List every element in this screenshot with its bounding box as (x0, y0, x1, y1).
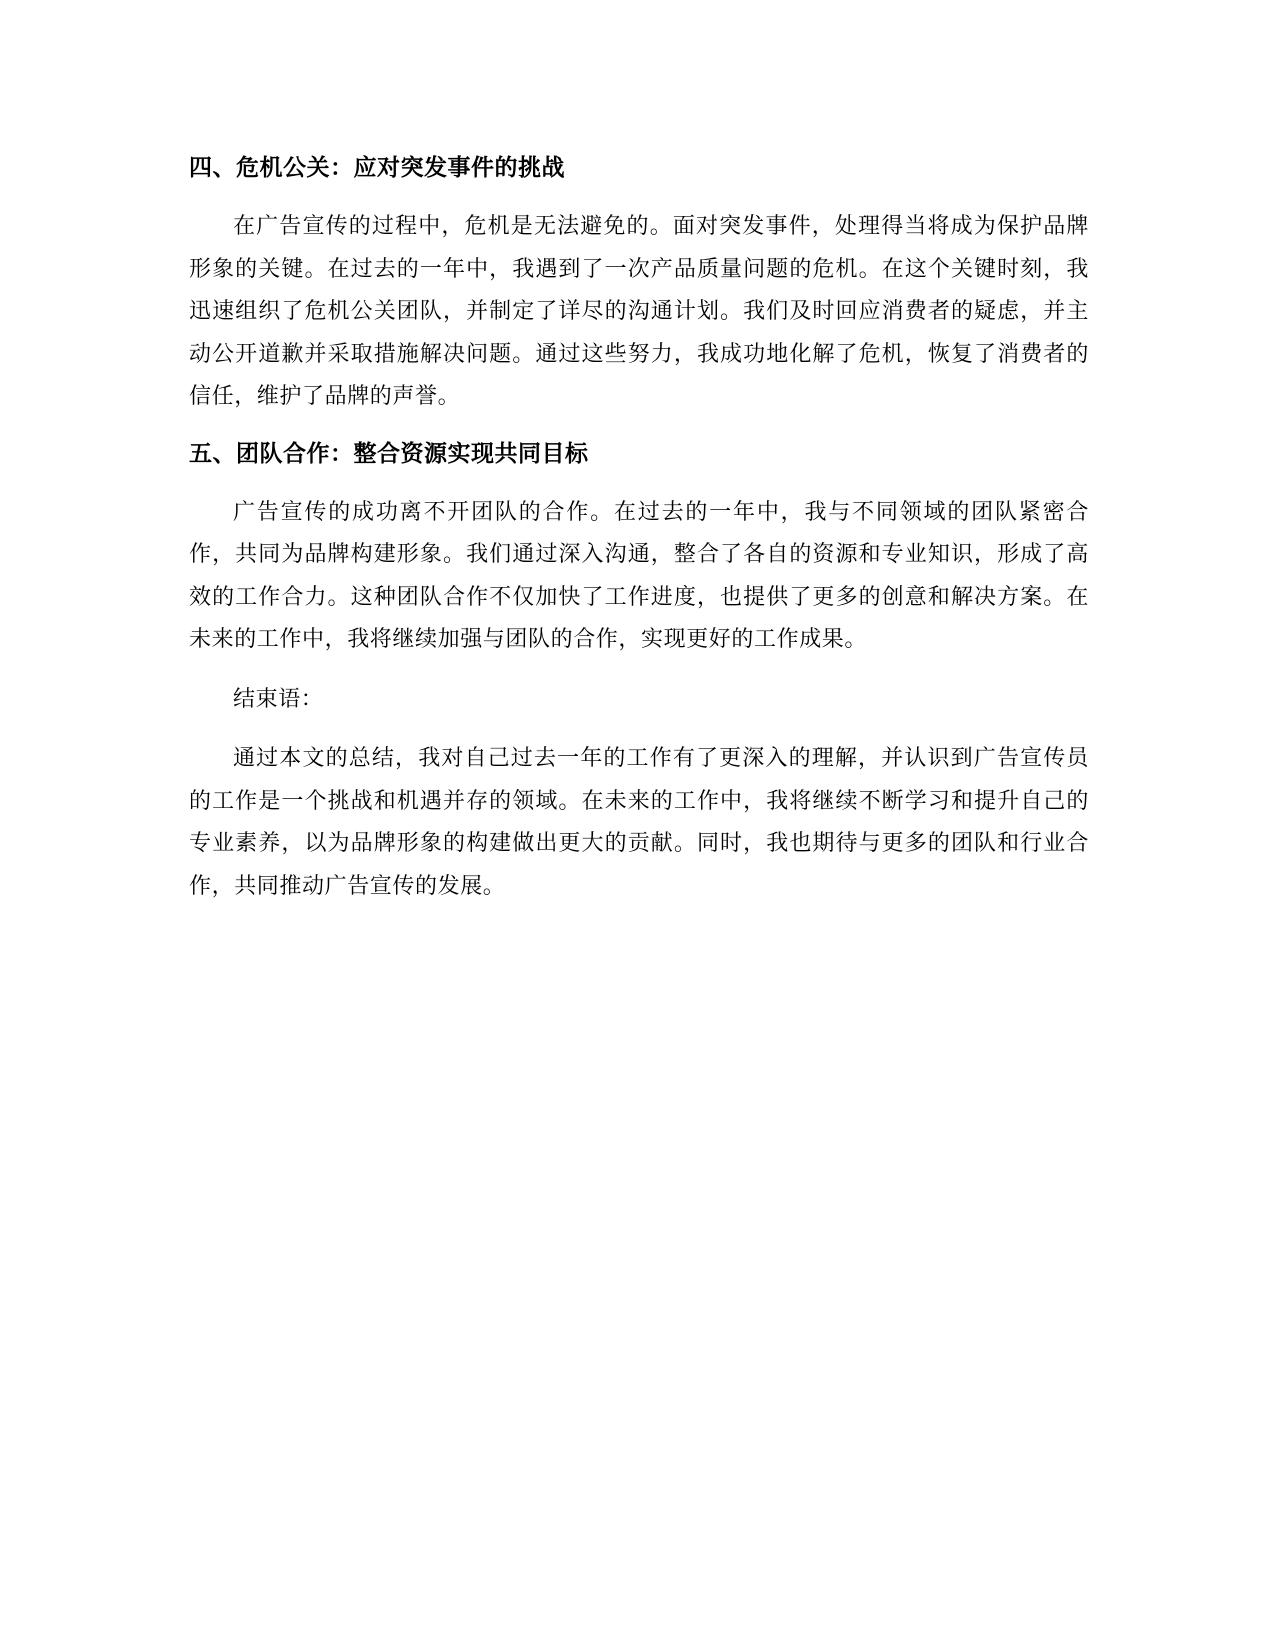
section-heading-crisis-pr: 四、危机公关：应对突发事件的挑战 (189, 155, 565, 181)
paragraph-conclusion: 通过本文的总结，我对自己过去一年的工作有了更深入的理解，并认识到广告宣传员的工作是一个挑战和机遇并存的领域。在未来的工作中，我将继续不断学习和提升自己的专业素养，以为品牌形象的构建做出更大的贡献。同时，我也期待与更多的团队和行业合作，共同推动广告宣传的发展。 (189, 746, 1089, 899)
paragraph-crisis-pr: 在广告宣传的过程中，危机是无法避免的。面对突发事件，处理得当将成为保护品牌形象的关键。在过去的一年中，我遇到了一次产品质量问题的危机。在这个关键时刻，我迅速组织了危机公关团队，并制定了详尽的沟通计划。我们及时回应消费者的疑虑，并主动公开道歉并采取措施解决问题。通过这些努力，我成功地化解了危机，恢复了消费者的信任，维护了品牌的声誉。 (189, 214, 1089, 409)
paragraph-teamwork: 广告宣传的成功离不开团队的合作。在过去的一年中，我与不同领域的团队紧密合作，共同为品牌构建形象。我们通过深入沟通，整合了各自的资源和专业知识，形成了高效的工作合力。这种团队合作不仅加快了工作进度，也提供了更多的创意和解决方案。在未来的工作中，我将继续加强与团队的合作，实现更好的工作成果。 (189, 499, 1089, 652)
document-body (189, 150, 1089, 925)
section-heading-teamwork: 五、团队合作：整合资源实现共同目标 (189, 440, 589, 467)
conclusion-label: 结束语： (233, 686, 324, 712)
